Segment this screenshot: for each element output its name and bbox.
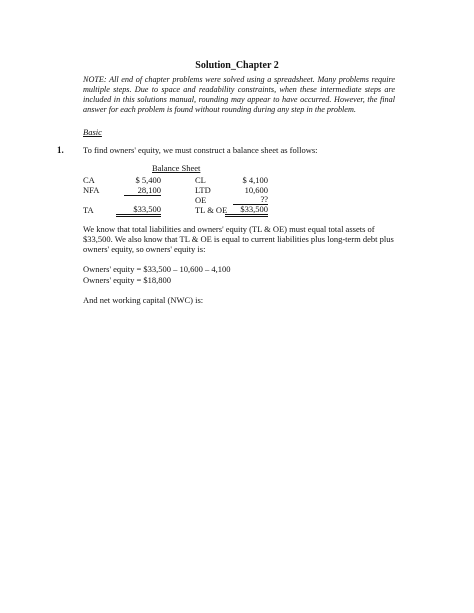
bs-label-tl-oe: TL & OE xyxy=(195,205,228,215)
note-paragraph: NOTE: All end of chapter problems were solved using a spreadsheet. Many problems require multiple steps. Due to space and readability constraints, when these intermediate steps are included in this solutions manual, rounding may appear to have occurred. However, the final answer for each problem is found without rounding during any step in the problem. xyxy=(83,75,395,114)
bs-value-tl-oe: $33,500 xyxy=(225,204,268,217)
bs-value-nfa: 28,100 xyxy=(124,185,161,196)
nwc-intro: And net working capital (NWC) is: xyxy=(83,295,204,305)
bs-label-cl: CL xyxy=(195,175,206,185)
equation-line-1: Owners' equity = $33,500 – 10,600 – 4,100 xyxy=(83,264,231,274)
problem-number: 1. xyxy=(57,145,64,155)
bs-value-ca: $ 5,400 xyxy=(135,175,161,185)
page-title: Solution_Chapter 2 xyxy=(195,60,279,71)
bs-label-ca: CA xyxy=(83,175,95,185)
bs-label-oe: OE xyxy=(195,195,207,205)
section-label: Basic xyxy=(83,127,102,137)
balance-sheet-title: Balance Sheet xyxy=(152,163,201,173)
equation-line-2: Owners' equity = $18,800 xyxy=(83,275,172,285)
explanation-paragraph: We know that total liabilities and owners' equity (TL & OE) must equal total assets of $33,500. We also know that TL & OE is equal to current liabilities plus long-term debt plus owners' equity, so owners' equity is: xyxy=(83,224,394,254)
bs-label-ta: TA xyxy=(83,205,94,215)
bs-value-cl: $ 4,100 xyxy=(242,175,268,185)
problem-intro: To find owners' equity, we must construct a balance sheet as follows: xyxy=(83,145,318,155)
bs-value-oe: ?? xyxy=(233,194,268,205)
bs-label-nfa: NFA xyxy=(83,185,100,195)
bs-label-ltd: LTD xyxy=(195,185,211,195)
bs-value-ltd: 10,600 xyxy=(244,185,268,195)
bs-value-ta: $33,500 xyxy=(116,204,161,217)
